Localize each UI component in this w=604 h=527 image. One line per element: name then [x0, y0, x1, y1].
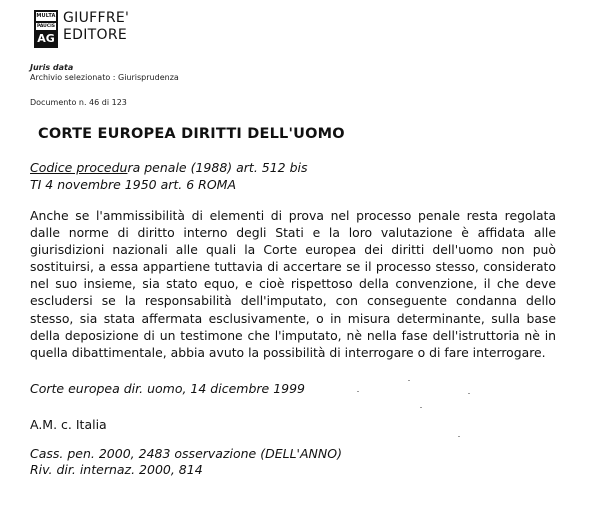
scan-speck	[468, 393, 470, 394]
scan-speck	[420, 407, 422, 408]
citation-treaty: TI 4 novembre 1950 art. 6 ROMA	[30, 177, 237, 192]
court-heading: CORTE EUROPEA DIRITTI DELL'UOMO	[38, 126, 345, 142]
scan-speck	[408, 380, 410, 381]
database-name: Juris data	[30, 63, 74, 72]
selected-archive: Archivio selezionato : Giurisprudenza	[30, 73, 179, 82]
document-counter: Documento n. 46 di 123	[30, 98, 127, 107]
logo-line-editore: EDITORE	[63, 27, 127, 43]
logo-monogram: AG	[37, 32, 55, 45]
publisher-logo	[34, 10, 129, 48]
scan-speck	[458, 436, 460, 437]
decision-reference: Corte europea dir. uomo, 14 dicembre 1999	[30, 381, 305, 396]
case-parties: A.M. c. Italia	[30, 417, 107, 432]
ruling-summary: Anche se l'ammissibilità di elementi di prova nel processo penale resta regolata dalle norme di diritto interno degli Stati e la loro valutazione è affidata alle giurisdizioni nazionali alle quali la Corte europea dei diritti dell'uomo non può sostituirsi, a essa appartiene tuttavia di accertare se il processo stesso, considerato nel suo insieme, sia stato equo, e cioè rispettoso della convenzione, il che deve escludersi se la responsabilità dell'imputato, con conseguente condanna dello stesso, sia stata affermata esclusivamente, o in misura determinante, sulla base della deposizione di un testimone che l'imputato, nè nella fase dell'istruttoria nè in quella dibattimentale, abbia avuto la possibilità di interrogare o di fare interrogare.	[30, 208, 556, 360]
citation-code-rest: ra penale (1988) art. 512 bis	[127, 160, 308, 175]
citation-code-underlined: Codice procedu	[30, 160, 128, 175]
logo-motto-mid: PAUCIS	[36, 24, 56, 29]
logo-motto-top: MULTA	[36, 13, 56, 19]
citation-code	[30, 160, 308, 175]
scan-speck	[357, 391, 359, 392]
logo-emblem	[34, 10, 58, 48]
logo-wordmark	[63, 10, 129, 44]
logo-line-publisher: GIUFFRE'	[63, 10, 130, 26]
bibliographic-note: Riv. dir. internaz. 2000, 814	[30, 462, 203, 477]
bibliographic-note: Cass. pen. 2000, 2483 osservazione (DELL'ANNO)	[30, 446, 342, 461]
